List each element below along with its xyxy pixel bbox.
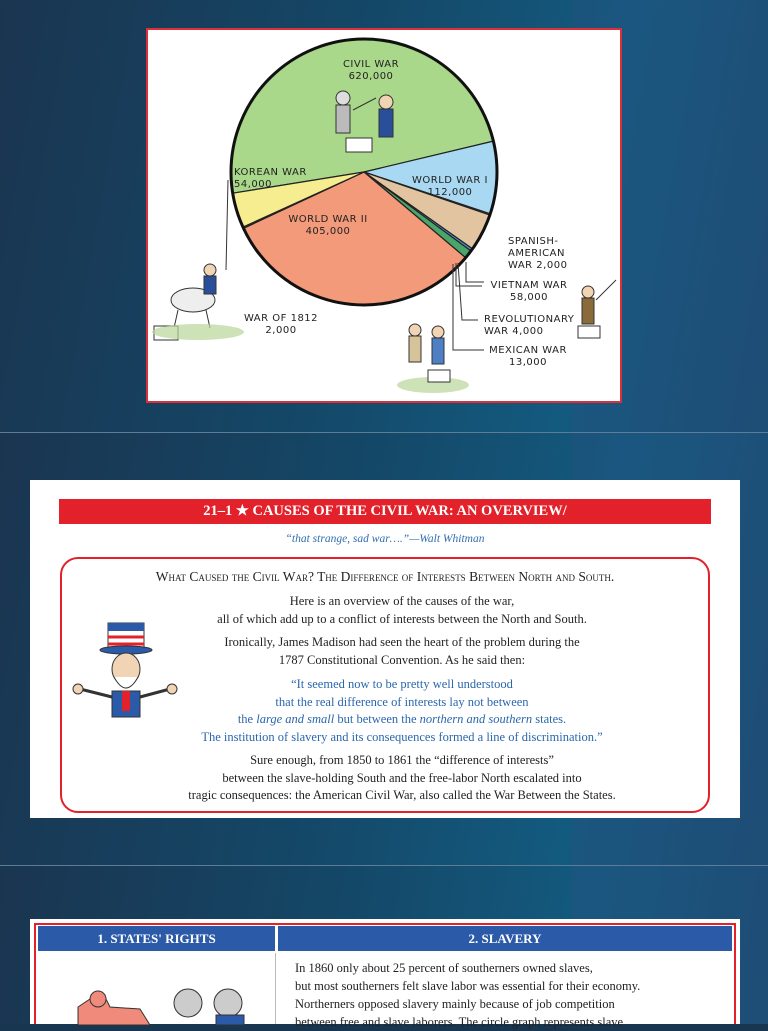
- overview-line1: Here is an overview of the causes of the war,: [289, 594, 515, 608]
- causes-table-card: [30, 919, 740, 1029]
- madison-quote: [102, 676, 702, 746]
- label-war-1812-name: WAR OF 1812: [243, 313, 319, 324]
- leader-line-revolutionary: [458, 263, 478, 320]
- quote-line3-c: but between the: [334, 712, 420, 726]
- label-wwii-name: WORLD WAR II: [288, 214, 368, 225]
- overview-banner: 21–1 ★ CAUSES OF THE CIVIL WAR: AN OVERVIEW/: [59, 499, 711, 524]
- consequences-line3: tragic consequences: the American Civil War, also called the War Between the States.: [188, 788, 616, 802]
- label-vietnam-value: 58,000: [510, 292, 548, 303]
- label-civil-war-name: CIVIL WAR: [342, 59, 400, 70]
- leader-line-mexican: [453, 264, 484, 350]
- label-mexican-name: MEXICAN WAR: [489, 345, 567, 356]
- paragraph-overview: [102, 593, 702, 628]
- label-spanish-line1: SPANISH-: [508, 236, 559, 247]
- slavery-line1: In 1860 only about 25 percent of southerners owned slaves,: [295, 961, 593, 975]
- quote-line4: The institution of slavery and its consequences formed a line of discrimination.”: [201, 729, 603, 744]
- label-war-1812: [236, 313, 326, 337]
- col-header-states-rights: 1. STATES' RIGHTS: [38, 926, 275, 951]
- overview-card: [30, 480, 740, 818]
- label-civil-war-value: 620,000: [348, 71, 394, 82]
- label-revolutionary: [484, 314, 584, 338]
- slavery-line3: Northerners opposed slavery mainly because of job competition: [295, 997, 615, 1011]
- label-korean-value: 54,000: [234, 179, 272, 190]
- label-vietnam-name: VIETNAM WAR: [490, 280, 568, 291]
- quote-line1: “It seemed now to be pretty well understood: [291, 677, 513, 691]
- quote-line3-e: states.: [532, 712, 567, 726]
- madison-line1: Ironically, James Madison had seen the heart of the problem during the: [224, 635, 580, 649]
- quote-line2: that the real difference of interests lay not between: [275, 694, 529, 709]
- leader-line-spanish: [466, 262, 484, 282]
- label-revolutionary-line1: REVOLUTIONARY: [484, 314, 575, 325]
- quote-line3-northern-southern: northern and southern: [419, 712, 533, 726]
- leader-line-1812: [226, 180, 228, 270]
- quote-line3-a: the: [237, 712, 257, 726]
- consequences-line1: Sure enough, from 1850 to 1861 the “difference of interests”: [250, 753, 554, 767]
- col-header-slavery: 2. SLAVERY: [278, 926, 732, 951]
- label-wwii: [278, 214, 378, 238]
- paragraph-madison: [102, 634, 702, 669]
- leader-line-vietnam: [456, 263, 482, 286]
- label-korean-name: KOREAN WAR: [234, 167, 307, 178]
- paragraph-consequences: [102, 752, 702, 805]
- label-wwi-value: 112,000: [427, 187, 473, 198]
- label-wwi-name: WORLD WAR I: [412, 175, 488, 186]
- slavery-text: [295, 959, 735, 1031]
- label-wwii-value: 405,000: [305, 226, 351, 237]
- consequences-line2: between the slave-holding South and the free-labor North escalated into: [222, 770, 582, 785]
- label-mexican: [486, 345, 570, 369]
- whitman-quote: “that strange, sad war….”—Walt Whitman: [285, 533, 485, 545]
- madison-line2: 1787 Constitutional Convention. As he said then:: [278, 652, 526, 667]
- box-title: What Caused the Civil War? The Difference of Interests Between North and South.: [155, 569, 615, 584]
- label-wwi: [400, 175, 500, 199]
- slavery-line4: between free and slave laborers. The circle graph represents slave: [295, 1015, 624, 1029]
- overview-line2: all of which add up to a conflict of interests between the North and South.: [217, 611, 587, 626]
- label-civil-war: [326, 59, 416, 83]
- label-spanish-line3: WAR 2,000: [508, 260, 568, 271]
- label-war-1812-value: 2,000: [265, 325, 297, 336]
- pie-chart-card: [146, 28, 622, 403]
- label-mexican-value: 13,000: [509, 357, 547, 368]
- quote-line3-large-small: large and small: [256, 712, 335, 726]
- mexican-war-soldiers-illustration: [397, 324, 469, 393]
- horse-rider-illustration: [152, 264, 244, 340]
- label-korean: [234, 167, 324, 191]
- quote-line3: [102, 711, 702, 729]
- label-spanish-line2: AMERICAN: [508, 248, 565, 259]
- slide-pie-chart: [0, 0, 768, 432]
- causes-box: [60, 557, 710, 813]
- states-rights-illustration: [70, 977, 260, 1027]
- column-divider: [275, 953, 276, 1024]
- slavery-line2: but most southerners felt slave labor was essential for their economy.: [295, 979, 641, 993]
- label-revolutionary-line2: WAR 4,000: [484, 326, 544, 337]
- label-vietnam: [484, 280, 574, 304]
- label-spanish-american: [508, 236, 598, 272]
